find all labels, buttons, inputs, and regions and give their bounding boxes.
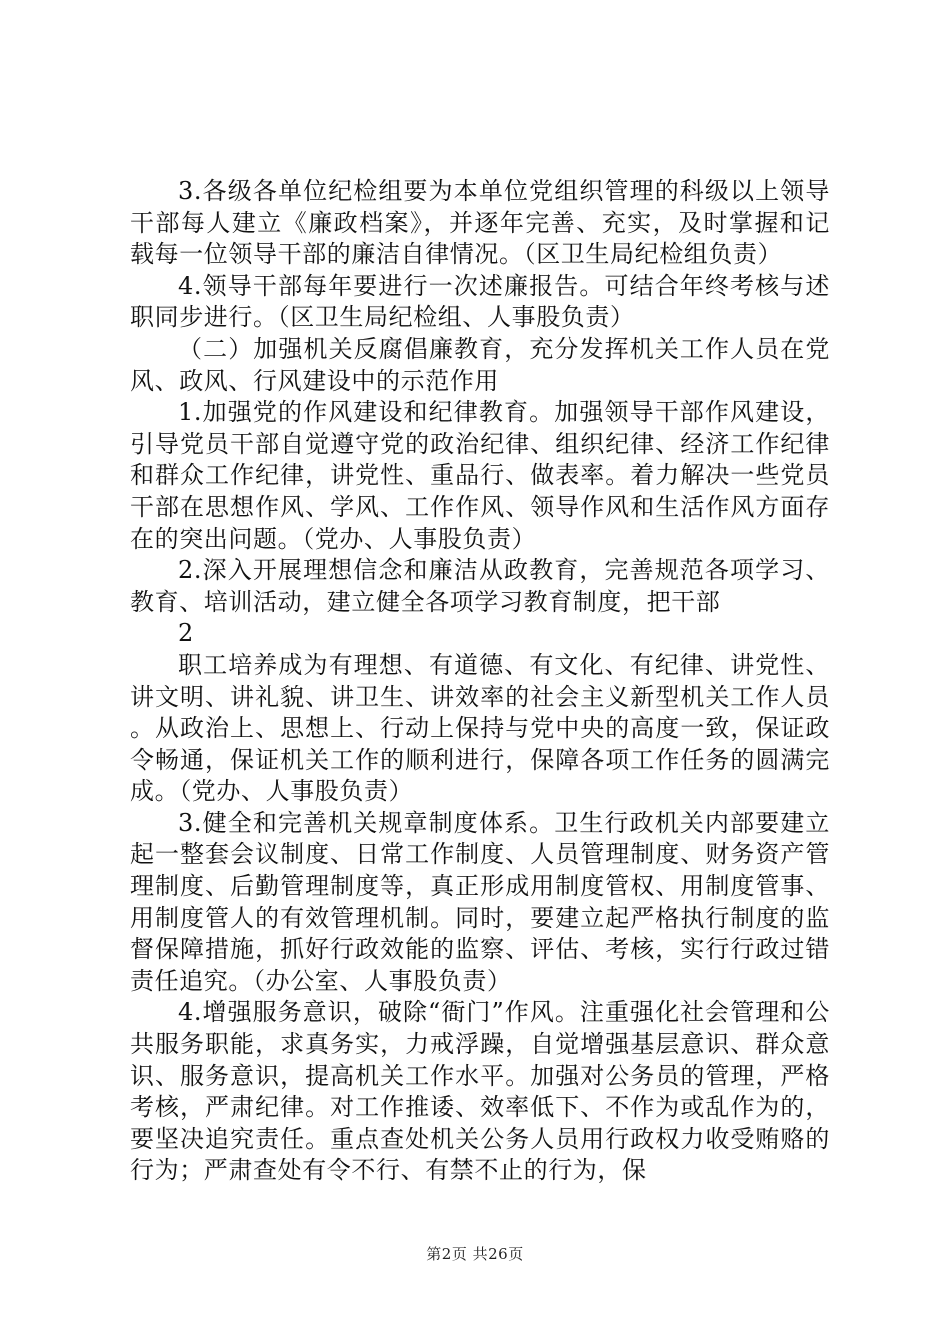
paragraph-4-report: 4.领导干部每年要进行一次述廉报告。可结合年终考核与述职同步进行。（区卫生局纪检组、人事股负责） [130,271,830,332]
paragraph-4-service: 4.增强服务意识，破除“衙门”作风。注重强化社会管理和公共服务职能，求真务实，力戒浮躁，自觉增强基层意识、群众意识、服务意识，提高机关工作水平。加强对公务员的管理，严格考核，严肃纪律。对工作推诿、效率低下、不作为或乱作为的，要坚决追究责任。重点查处机关公务人员用行政权力收受贿赂的行为；严肃查处有令不行、有禁不止的行为，保 [130,998,830,1185]
paragraph-continued-staff: 职工培养成为有理想、有道德、有文化、有纪律、讲党性、讲文明、讲礼貌、讲卫生、讲效率的社会主义新型机关工作人员。从政治上、思想上、行动上保持与党中央的高度一致，保证政令畅通，保证机关工作的顺利进行，保障各项工作任务的圆满完成。（党办、人事股负责） [130,650,830,806]
paragraph-3-rules: 3.健全和完善机关规章制度体系。卫生行政机关内部要建立起一整套会议制度、日常工作制度、人员管理制度、财务资产管理制度、后勤管理制度等，真正形成用制度管权、用制度管事、用制度管人的有效管理机制。同时，要建立起严格执行制度的监督保障措施，抓好行政效能的监察、评估、考核，实行行政过错责任追究。（办公室、人事股负责） [130,808,830,995]
section-heading-2: （二）加强机关反腐倡廉教育，充分发挥机关工作人员在党风、政风、行风建设中的示范作用 [130,334,830,395]
paragraph-3-archive: 3.各级各单位纪检组要为本单位党组织管理的科级以上领导干部每人建立《廉政档案》，并逐年完善、充实，及时掌握和记载每一位领导干部的廉洁自律情况。（区卫生局纪检组负责） [130,177,830,269]
document-body [130,176,830,1187]
paragraph-1-style: 1.加强党的作风建设和纪律教育。加强领导干部作风建设，引导党员干部自觉遵守党的政治纪律、组织纪律、经济工作纪律和群众工作纪律，讲党性、重品行、做表率。着力解决一些党员干部在思想作风、学风、工作作风、领导作风和生活作风方面存在的突出问题。（党办、人事股负责） [130,398,830,553]
paragraph-2-education: 2.深入开展理想信念和廉洁从政教育，完善规范各项学习、教育、培训活动，建立健全各项学习教育制度，把干部 [130,556,830,616]
page-footer: 第2页 共26页 [426,1245,524,1263]
inline-page-number: 2 [178,619,194,648]
